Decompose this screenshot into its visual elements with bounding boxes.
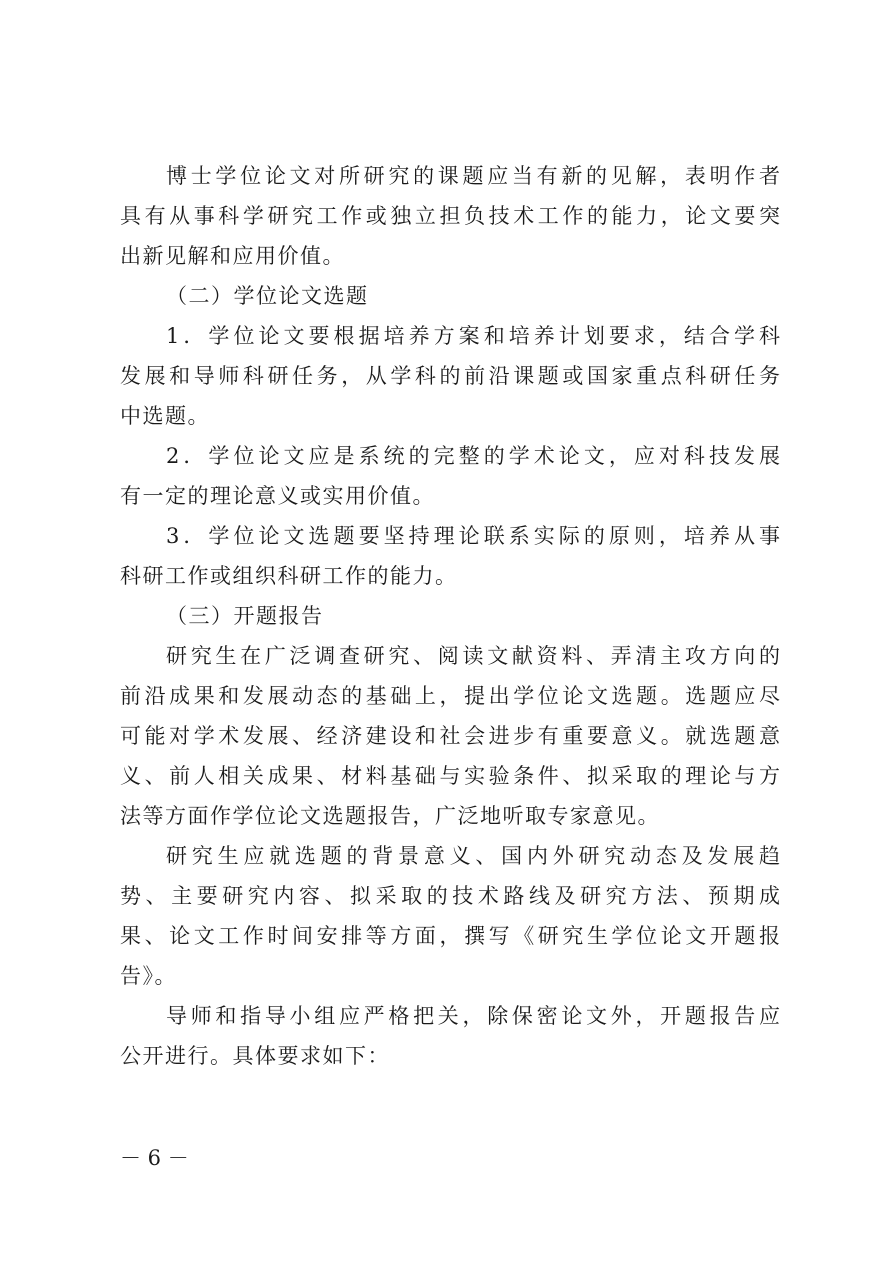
- paragraph-line: 法等方面作学位论文选题报告，广泛地听取专家意见。: [120, 804, 660, 828]
- paragraph-line: 研究生应就选题的背景意义、国内外研究动态及发展趋: [166, 844, 780, 868]
- paragraph-line: 导师和指导小组应严格把关，除保密论文外，开题报告应: [166, 1004, 780, 1028]
- paragraph-line: 发展和导师科研任务，从学科的前沿课题或国家重点科研任务: [120, 364, 780, 388]
- paragraph-line: 2．学位论文应是系统的完整的学术论文，应对科技发展: [166, 444, 780, 468]
- paragraph-line: 公开进行。具体要求如下：: [120, 1044, 390, 1068]
- page-number: － 6 －: [120, 1146, 189, 1170]
- paragraph-line: 科研工作或组织科研工作的能力。: [120, 564, 458, 588]
- paragraph-line: 果、论文工作时间安排等方面，撰写《研究生学位论文开题报: [120, 924, 780, 948]
- paragraph-line: 义、前人相关成果、材料基础与实验条件、拟采取的理论与方: [120, 764, 780, 788]
- paragraph-line: 告》。: [120, 964, 177, 988]
- paragraph-line: 有一定的理论意义或实用价值。: [120, 484, 435, 508]
- paragraph-line: 可能对学术发展、经济建设和社会进步有重要意义。就选题意: [120, 724, 780, 748]
- paragraph-line: 势、主要研究内容、拟采取的技术路线及研究方法、预期成: [120, 884, 780, 908]
- paragraph-line: 3．学位论文选题要坚持理论联系实际的原则，培养从事: [166, 524, 780, 548]
- paragraph-line: 前沿成果和发展动态的基础上，提出学位论文选题。选题应尽: [120, 684, 780, 708]
- section-heading: （二）学位论文选题: [166, 284, 369, 308]
- paragraph-line: 具有从事科学研究工作或独立担负技术工作的能力，论文要突: [120, 204, 780, 228]
- section-heading: （三）开题报告: [166, 604, 324, 628]
- body-text: [120, 156, 780, 1076]
- paragraph-line: 1．学位论文要根据培养方案和培养计划要求，结合学科: [166, 324, 780, 348]
- paragraph-line: 中选题。: [120, 404, 210, 428]
- paragraph-line: 博士学位论文对所研究的课题应当有新的见解，表明作者: [166, 164, 780, 188]
- paragraph-line: 研究生在广泛调查研究、阅读文献资料、弄清主攻方向的: [166, 644, 780, 668]
- paragraph-line: 出新见解和应用价值。: [120, 244, 345, 268]
